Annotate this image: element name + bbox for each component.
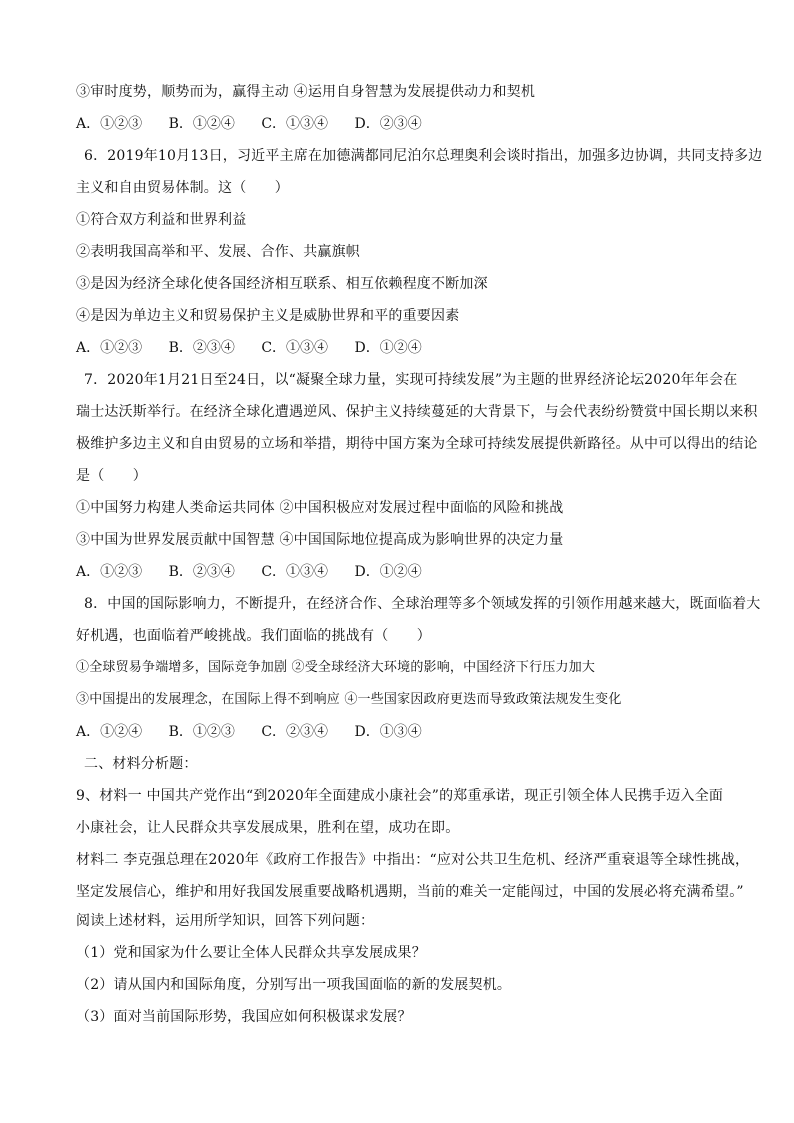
- q8-stem-line2: 好机遇，也面临着严峻挑战。我们面临的挑战有（ ）: [76, 628, 431, 644]
- q7-options: [76, 562, 444, 582]
- q9-material1-line2: 小康社会，让人民群众共享发展成果，胜利在望，成功在即。: [76, 820, 460, 836]
- q6-option-a: A．①②③: [76, 340, 143, 356]
- q5-option-a: A．①②③: [76, 116, 143, 132]
- q7-statements-1-2: ①中国努力构建人类命运共同体 ②中国积极应对发展过程中面临的风险和挑战: [76, 500, 564, 516]
- q8-option-c: C．②③④: [261, 724, 329, 740]
- q9-instruction: 阅读上述材料，运用所学知识，回答下列问题：: [76, 913, 375, 929]
- q9-question-2: （2）请从国内和国际角度，分别写出一项我国面临的新的发展契机。: [76, 977, 512, 993]
- q5-option-c: C．①③④: [261, 116, 329, 132]
- q9-question-3: （3）面对当前国际形势，我国应如何积极谋求发展？: [76, 1009, 412, 1025]
- q9-material2-line2: 坚定发展信心，维护和用好我国发展重要战略机遇期，当前的难关一定能闯过，中国的发展必将充满希望。”: [76, 884, 744, 900]
- section-heading-material-analysis: 二、材料分析题：: [84, 756, 198, 772]
- q5-options: [76, 114, 444, 134]
- q7-stem-line4: 是（ ）: [76, 468, 147, 484]
- q8-statements-3-4: ③中国提出的发展理念，在国际上得不到响应 ④一些国家因政府更迭而导致政策法规发生变化: [76, 692, 622, 707]
- q8-stem-line1: 8．中国的国际影响力，不断提升，在经济合作、全球治理等多个领域发挥的引领作用越来越大，既面临着大: [84, 596, 761, 612]
- q6-stem-line1: 6．2019年10月13日，习近平主席在加德满都同尼泊尔总理奥利会谈时指出，加强多边协调，共同支持多边: [84, 148, 763, 164]
- q7-option-b: B．②③④: [168, 564, 235, 580]
- q6-option-c: C．①③④: [261, 340, 329, 356]
- q6-statement-4: ④是因为单边主义和贸易保护主义是威胁世界和平的重要因素: [76, 308, 460, 324]
- q9-question-1: （1）党和国家为什么要让全体人民群众共享发展成果？: [76, 945, 426, 961]
- q6-options: [76, 338, 444, 358]
- q9-material1-line1: 9、材料一 中国共产党作出“到2020年全面建成小康社会”的郑重承诺，现正引领全体人民携手迈入全面: [76, 788, 724, 804]
- q7-stem-line3: 极维护多边主义和自由贸易的立场和举措，期待中国方案为全球可持续发展提供新路径。从中可以得出的结论: [76, 436, 758, 452]
- q5-option-b: B．①②④: [168, 116, 235, 132]
- q6-stem-line2: 主义和自由贸易体制。这（ ）: [76, 180, 289, 196]
- q5-statement-3-4: ③审时度势，顺势而为，赢得主动 ④运用自身智慧为发展提供动力和契机: [76, 84, 536, 100]
- q8-statements-1-2: ①全球贸易争端增多，国际竞争加剧 ②受全球经济大环境的影响，中国经济下行压力加大: [76, 660, 596, 675]
- q6-statement-1: ①符合双方利益和世界利益: [76, 212, 247, 228]
- q9-material2-line1: 材料二 李克强总理在2020年《政府工作报告》中指出：“应对公共卫生危机、经济严重衰退等全球性挑战，: [76, 852, 750, 868]
- q5-option-d: D．②③④: [354, 116, 422, 132]
- q8-options: [76, 722, 444, 742]
- q7-option-c: C．①③④: [261, 564, 329, 580]
- q6-statement-3: ③是因为经济全球化使各国经济相互联系、相互依赖程度不断加深: [76, 276, 488, 292]
- q7-stem-line2: 瑞士达沃斯举行。在经济全球化遭遇逆风、保护主义持续蔓延的大背景下，与会代表纷纷赞赏中国长期以来积: [76, 404, 758, 420]
- q8-option-d: D．①③④: [354, 724, 422, 740]
- q7-option-a: A．①②③: [76, 564, 143, 580]
- q6-statement-2: ②表明我国高举和平、发展、合作、共赢旗帜: [76, 244, 360, 260]
- q7-statements-3-4: ③中国为世界发展贡献中国智慧 ④中国国际地位提高成为影响世界的决定力量: [76, 532, 564, 548]
- q6-option-b: B．②③④: [168, 340, 235, 356]
- q8-option-b: B．①②③: [168, 724, 235, 740]
- q6-option-d: D．①②④: [354, 340, 422, 356]
- q8-option-a: A．①②④: [76, 724, 143, 740]
- q7-stem-line1: 7．2020年1月21日至24日，以“凝聚全球力量，实现可持续发展”为主题的世界经济论坛2020年年会在: [84, 372, 738, 388]
- q7-option-d: D．①②④: [354, 564, 422, 580]
